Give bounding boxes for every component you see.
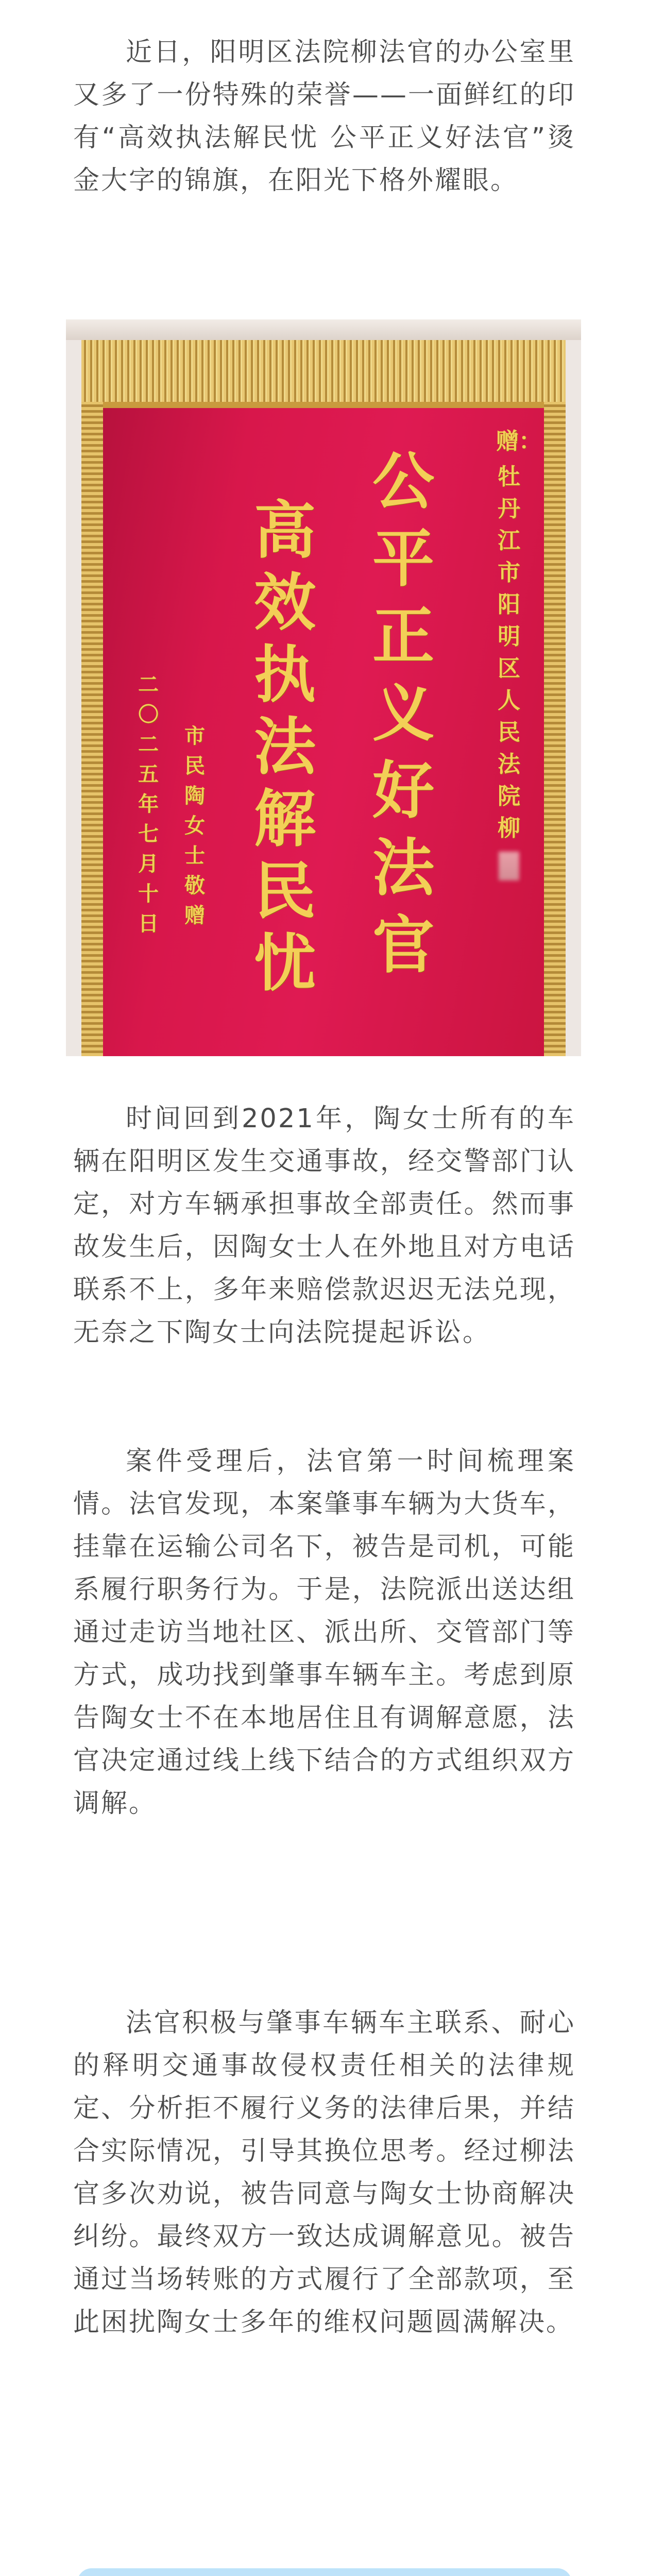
banner-date: 二 〇 二 五 年 七 月 十 日	[138, 672, 159, 936]
paragraph-background: 时间回到2021年，陶女士所有的车辆在阳明区发生交通事故，经交警部门认定，对方车辆承担事故全部责任。然而事故发生后，因陶女士人在外地且对方电话联系不上，多年来赔偿款迟迟无法兑现，无奈之下陶女士向法院提起诉讼。	[73, 1104, 575, 1348]
redacted-name	[499, 852, 519, 880]
banner-photo	[66, 319, 581, 1056]
banner-donee-label: 赠：	[496, 428, 541, 454]
banner-donor: 市 民 陶 女 士 敬 赠	[184, 724, 205, 927]
banner-top-fringe	[81, 340, 566, 402]
banner-fringe-band	[81, 402, 566, 408]
callout-card	[77, 2568, 572, 2576]
paragraph-intro: 近日，阳明区法院柳法官的办公室里又多了一份特殊的荣誉——一面鲜红的印有“高效执法解民忧 公平正义好法官”烫金大字的锦旗，在阳光下格外耀眼。	[73, 37, 575, 196]
banner-donee: 牡 丹 江 市 阳 明 区 人 民 法 院 柳	[493, 461, 524, 880]
banner-right-fringe	[544, 402, 566, 1056]
banner-left-fringe	[81, 402, 103, 1056]
banner-line-1: 公 平 正 义 好 法 官	[372, 445, 434, 981]
paragraph-acceptance: 案件受理后，法官第一时间梳理案情。法官发现，本案肇事车辆为大货车，挂靠在运输公司名下，被告是司机，可能系履行职务行为。于是，法院派出送达组通过走访当地社区、派出所、交管部门等方式，成功找到肇事车辆车主。考虑到原告陶女士不在本地居住且有调解意愿，法官决定通过线上线下结合的方式组织双方调解。	[73, 1446, 575, 1819]
silk-banner	[81, 340, 566, 1056]
banner-rod	[66, 319, 581, 340]
paragraph-mediation: 法官积极与肇事车辆车主联系、耐心的释明交通事故侵权责任相关的法律规定、分析拒不履行义务的法律后果，并结合实际情况，引导其换位思考。经过柳法官多次劝说，被告同意与陶女士协商解决纠纷。最终双方一致达成调解意见。被告通过当场转账的方式履行了全部款项，至此困扰陶女士多年的维权问题圆满解决。	[73, 2008, 575, 2337]
banner-line-2: 高 效 执 法 解 民 忧	[254, 494, 316, 999]
